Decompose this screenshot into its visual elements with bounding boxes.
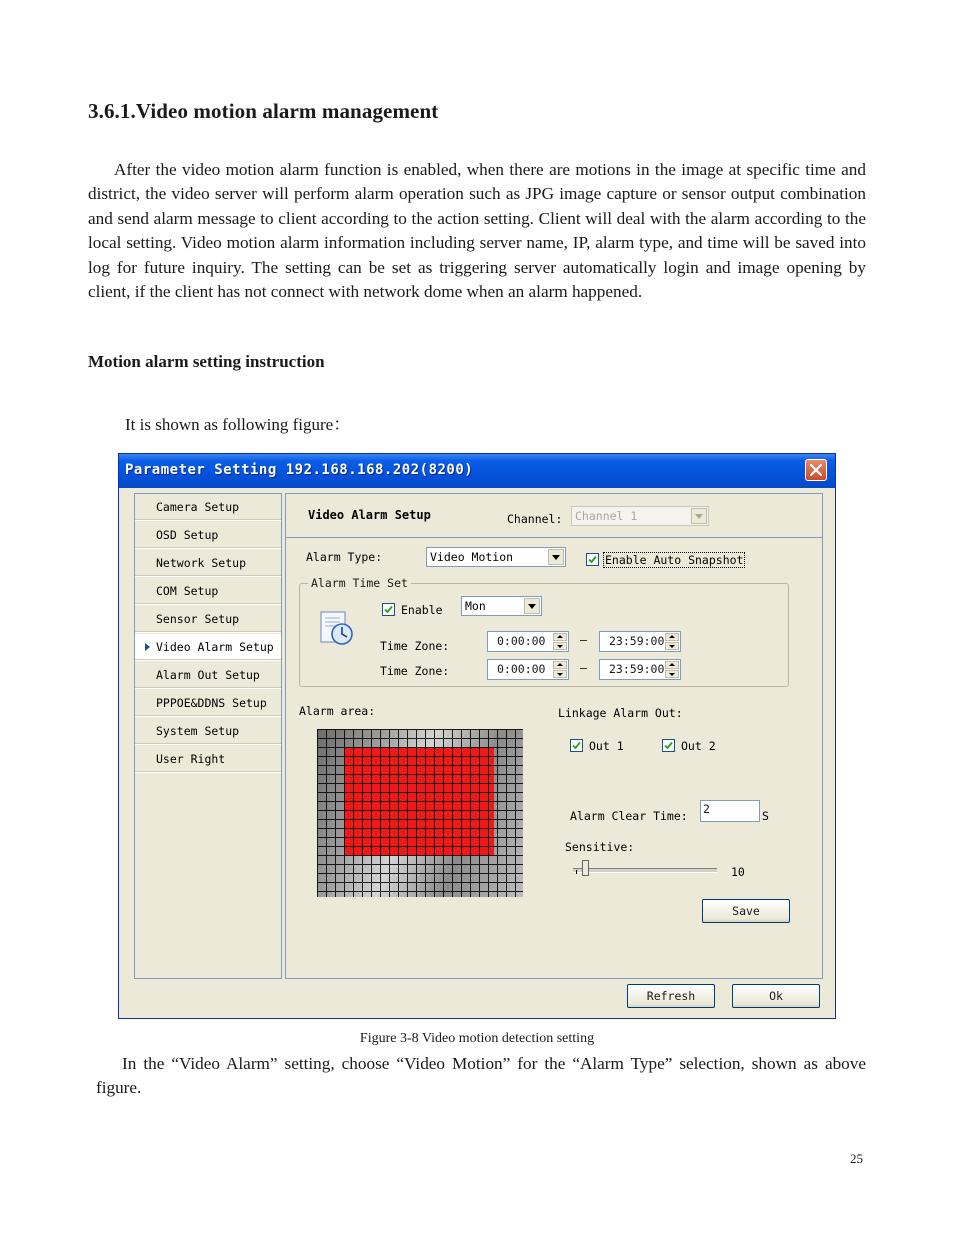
spin-up-icon[interactable] — [665, 661, 679, 669]
nav-item-label: System Setup — [156, 724, 240, 738]
alarm-type-label: Alarm Type: — [306, 550, 383, 564]
spin-buttons — [553, 661, 567, 678]
nav-item-system-setup[interactable] — [135, 718, 281, 745]
nav-item-label: Alarm Out Setup — [156, 668, 260, 682]
channel-value: Channel 1 — [575, 509, 638, 523]
sensitive-value: 10 — [731, 865, 745, 879]
chevron-down-icon — [524, 598, 540, 614]
time-zone-2-label: Time Zone: — [380, 664, 450, 678]
detection-grid — [317, 729, 523, 897]
title-bar[interactable] — [119, 454, 835, 488]
alarm-time-set-group — [299, 576, 789, 687]
out1-label: Out 1 — [589, 739, 624, 753]
spin-buttons — [665, 633, 679, 650]
zone1-start-value: 0:00:00 — [497, 634, 546, 648]
alarm-clear-time-input[interactable]: 2 — [700, 800, 760, 822]
refresh-button[interactable]: Refresh — [627, 984, 715, 1008]
day-value: Mon — [465, 599, 486, 613]
check-icon — [664, 741, 673, 750]
zone2-start-value: 0:00:00 — [497, 662, 546, 676]
nav-item-label: Camera Setup — [156, 500, 240, 514]
nav-item-label: Video Alarm Setup — [156, 640, 274, 654]
nav-item-network-setup[interactable] — [135, 550, 281, 577]
nav-item-alarm-out-setup[interactable] — [135, 662, 281, 689]
section-title: 3.6.1.Video motion alarm management — [88, 99, 439, 123]
closing-paragraph: In the “Video Alarm” setting, choose “Video Motion” for the “Alarm Type” selection, shown as above figure. — [96, 1054, 866, 1098]
time-enable-label: Enable — [401, 603, 443, 617]
nav-item-osd-setup[interactable] — [135, 522, 281, 549]
check-icon — [384, 605, 393, 614]
linkage-alarm-out-label: Linkage Alarm Out: — [558, 706, 683, 720]
spin-down-icon[interactable] — [665, 642, 679, 650]
spin-buttons — [553, 633, 567, 650]
nav-item-label: Sensor Setup — [156, 612, 240, 626]
zone1-end-time[interactable] — [599, 631, 681, 652]
out2-checkbox[interactable] — [662, 739, 675, 752]
subheading: Motion alarm setting instruction — [88, 352, 325, 371]
figure-caption: Figure 3-8 Video motion detection setting — [359, 1031, 595, 1046]
body-paragraph: After the video motion alarm function is enabled, when there are motions in the image at specific time and district, the video server will perform alarm operation such as JPG image capture or sensor output combination and send alarm message to client according to the action setting. Client will deal with the alarm according to the local setting. Video motion alarm information including server name, IP, alarm type, and time will be saved into log for future inquiry. The setting can be set as triggering server automatically login and image opening by client, if the client has not connect with network dome when an alarm happened. — [88, 160, 866, 302]
nav-item-sensor-setup[interactable] — [135, 606, 281, 633]
check-icon — [572, 741, 581, 750]
zone2-end-value: 23:59:00 — [609, 662, 665, 676]
zone2-separator: – — [580, 661, 587, 675]
zone2-start-time[interactable] — [487, 659, 569, 680]
chevron-down-icon — [548, 549, 564, 565]
window-title: Parameter Setting 192.168.168.202(8200) — [125, 462, 474, 478]
selected-arrow-icon — [145, 643, 150, 651]
nav-item-video-alarm-setup[interactable] — [135, 634, 281, 661]
chevron-down-icon — [691, 508, 707, 524]
nav-item-camera-setup[interactable] — [135, 494, 281, 521]
nav-item-label: OSD Setup — [156, 528, 219, 542]
close-button[interactable] — [805, 459, 827, 481]
spin-up-icon[interactable] — [553, 661, 567, 669]
spin-down-icon[interactable] — [553, 670, 567, 678]
settings-nav — [134, 493, 282, 979]
clock-document-icon — [318, 610, 356, 646]
channel-label: Channel: — [507, 512, 563, 526]
spin-up-icon[interactable] — [665, 633, 679, 641]
check-icon — [588, 555, 597, 564]
spin-buttons — [665, 661, 679, 678]
figure-intro: It is shown as following figure： — [125, 415, 351, 434]
auto-snapshot-checkbox[interactable] — [586, 553, 599, 566]
video-alarm-panel — [285, 493, 823, 979]
slider-tick — [576, 870, 577, 874]
ok-button[interactable]: Ok — [732, 984, 820, 1008]
save-button[interactable]: Save — [702, 899, 790, 923]
alarm-time-set-title: Alarm Time Set — [308, 576, 411, 590]
parameter-setting-window — [118, 453, 836, 1019]
alarm-area-grid[interactable] — [317, 729, 523, 897]
nav-item-label: COM Setup — [156, 584, 219, 598]
nav-item-com-setup[interactable] — [135, 578, 281, 605]
panel-heading: Video Alarm Setup — [308, 508, 431, 522]
sensitivity-slider-thumb[interactable] — [582, 860, 589, 876]
zone2-end-time[interactable] — [599, 659, 681, 680]
page-number: 25 — [850, 1151, 863, 1166]
time-enable-checkbox[interactable] — [382, 603, 395, 616]
nav-item-user-right[interactable] — [135, 746, 281, 773]
spin-down-icon[interactable] — [665, 670, 679, 678]
panel-header — [286, 494, 822, 538]
time-zone-1-label: Time Zone: — [380, 639, 450, 653]
out2-label: Out 2 — [681, 739, 716, 753]
nav-item-label: PPPOE&DDNS Setup — [156, 696, 267, 710]
zone1-separator: – — [580, 633, 587, 647]
alarm-clear-time-unit: S — [762, 809, 769, 823]
out1-checkbox[interactable] — [570, 739, 583, 752]
close-icon — [810, 464, 822, 476]
nav-item-pppoe-ddns-setup[interactable] — [135, 690, 281, 717]
spin-down-icon[interactable] — [553, 642, 567, 650]
sensitivity-slider-track[interactable] — [573, 868, 717, 873]
alarm-clear-time-label: Alarm Clear Time: — [570, 809, 688, 823]
alarm-type-value: Video Motion — [430, 550, 514, 564]
spin-up-icon[interactable] — [553, 633, 567, 641]
zone1-start-time[interactable] — [487, 631, 569, 652]
sensitive-label: Sensitive: — [565, 840, 635, 854]
alarm-type-select[interactable] — [426, 547, 566, 567]
channel-select[interactable] — [571, 506, 709, 526]
alarm-area-label: Alarm area: — [299, 704, 376, 718]
nav-item-label: Network Setup — [156, 556, 247, 570]
window-body — [119, 488, 835, 1018]
auto-snapshot-label[interactable]: Enable Auto Snapshot — [605, 553, 744, 567]
zone1-end-value: 23:59:00 — [609, 634, 665, 648]
day-select[interactable] — [461, 596, 542, 616]
nav-item-label: User Right — [156, 752, 226, 766]
